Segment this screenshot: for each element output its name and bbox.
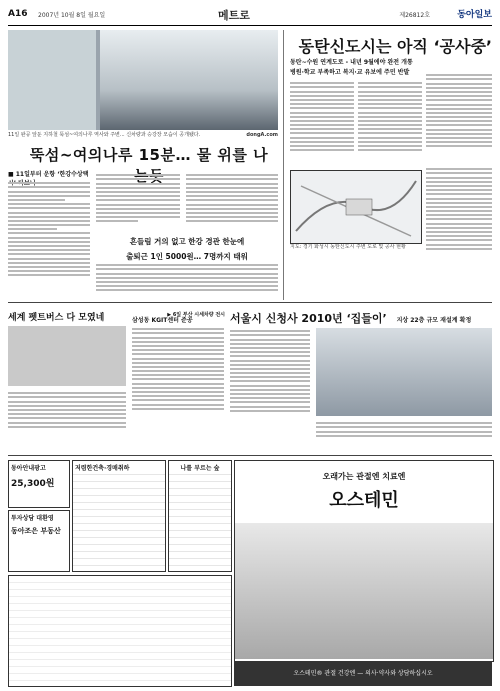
right-story-title: 동탄신도시는 아직 ‘공사중’	[298, 37, 492, 56]
seoul-story-col1	[230, 328, 310, 438]
ad-banner-text: 오래가는 관절엔 치료엔	[322, 472, 406, 481]
ad2-heading: 투자상담 대환영	[11, 515, 54, 522]
newspaper-logo: 동아일보	[457, 10, 492, 20]
header-rule	[8, 25, 492, 26]
photo-caption	[8, 132, 278, 139]
seoul-story-headline	[230, 310, 492, 326]
lead-body-lower	[96, 262, 278, 300]
ad-box-2	[8, 510, 70, 572]
seoul-story-deck: 지상 22층 규모 재설계 확정	[396, 317, 472, 324]
photo-credit: dongA.com	[246, 132, 278, 138]
bottom-left-photo	[8, 326, 126, 386]
osteomin-ad	[234, 460, 494, 662]
lead-kicker: ■ 11일부터 운항 ‘한강수상택	[8, 171, 89, 178]
bottom-left-title: 세계 펫트버스 다 모였네	[8, 313, 105, 323]
lead-title: 뚝섬~여의나루 15분… 물 위를 나	[29, 146, 269, 164]
right-story-deck2: 병원·학교 부족하고 복지·교 유보에 주민 반발	[290, 69, 410, 76]
dongtan-map	[290, 170, 422, 244]
ad1-price: 25,300원	[11, 479, 55, 489]
lead-photo	[8, 30, 278, 130]
city-hall-rendering	[316, 328, 492, 416]
ad-box-3	[72, 460, 166, 572]
lead-body-col2	[96, 172, 180, 232]
section-title: 메트로	[218, 9, 250, 22]
ad-brand: 오스테민	[329, 490, 399, 511]
ad2-sub: 동아조은 부동산	[11, 527, 61, 535]
page-number: A16	[8, 9, 28, 19]
map-caption: 지도: 경기 화성시 동탄신도시 주변 도로 및 공사 현황	[290, 244, 406, 250]
lead-pullquote	[96, 236, 278, 262]
ad-box-1	[8, 460, 70, 508]
ad4-heading: 나를 부르는 숲	[169, 461, 231, 474]
ad1-heading: 동아안내광고	[11, 465, 46, 472]
bottom-mid-title: 삼성동 KGIT센터 준공	[132, 317, 193, 324]
right-story-col1	[290, 80, 354, 165]
pullquote-line1: 흔들림 거의 없고 한강 경관 한눈에	[129, 237, 245, 246]
lead-body-col1	[8, 180, 90, 290]
page-header	[8, 4, 492, 24]
seoul-story-col2	[316, 420, 492, 450]
pullquote-line2: 출퇴근 1인 5000원… 7명까지 태워	[126, 252, 248, 261]
bottom-center-body	[132, 326, 224, 450]
ad-rule	[8, 455, 492, 456]
lead-body-col3	[186, 172, 278, 232]
ad-box-5	[8, 575, 232, 687]
photo-caption-text: 11일 완공 앞둔 지하철 뚝섬~여의나루 역사와 주변... 신차량과 승강장 모습이 공개됐다.	[8, 132, 201, 138]
ad-box-4	[168, 460, 232, 572]
issue-number: 제26812호	[399, 12, 430, 19]
bottom-left-tag: ▶ 6일 부산 시세차량 전시	[167, 312, 225, 318]
ad-bottom-strip: 오스테민® 관절 건강엔 — 의사·약사와 상담하십시오	[234, 662, 492, 686]
right-story-col3	[426, 72, 492, 162]
ad3-heading: 저렴한건축·경매취하	[73, 461, 165, 474]
column-divider	[283, 30, 284, 300]
seoul-story-title: 서울시 신청사 2010년 ‘집들이’	[230, 312, 387, 325]
bottom-left-body	[8, 390, 126, 450]
mid-rule	[8, 302, 492, 303]
issue-date: 2007년 10월 8일 월요일	[38, 12, 106, 19]
ad-product-image	[235, 523, 493, 659]
right-story-col4	[426, 166, 492, 266]
right-story-col2	[358, 80, 422, 165]
right-story-deck1: 동탄~수원 연계도로 - 내년 9월에야 완전 개통	[290, 59, 413, 66]
map-graphic	[291, 171, 421, 243]
